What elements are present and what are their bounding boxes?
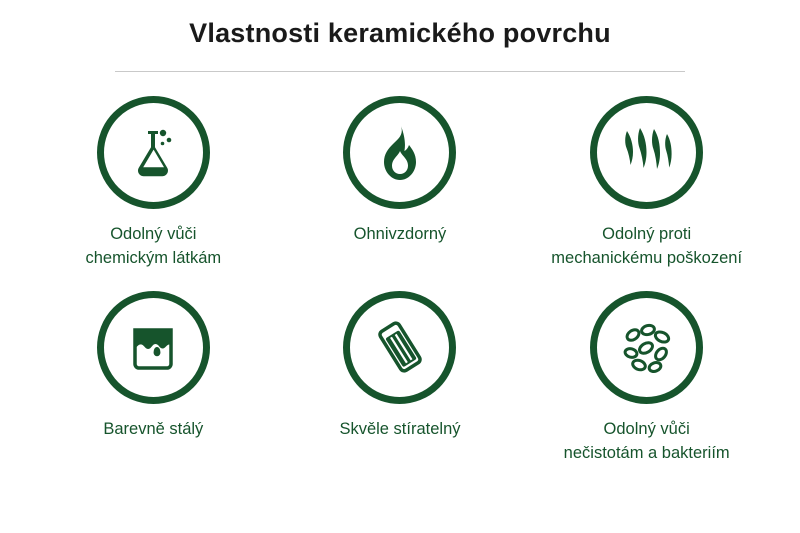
caption-line: mechanickému poškození	[551, 248, 743, 267]
caption-line: Odolný proti	[602, 225, 692, 243]
scratch-claw-icon	[617, 123, 677, 183]
feature-item	[277, 82, 524, 271]
caption-line: Odolný vůči	[110, 225, 197, 243]
caption-line: Odolný vůči	[603, 419, 690, 438]
feature-icon-badge	[343, 291, 456, 404]
feature-grid	[30, 82, 770, 466]
feature-caption	[103, 418, 203, 442]
feature-item	[30, 82, 277, 271]
feature-icon-badge	[97, 291, 210, 404]
feature-item	[277, 277, 524, 466]
eraser-icon	[369, 316, 431, 378]
caption-line: Skvěle stíratelný	[339, 419, 461, 438]
feature-item	[30, 277, 277, 466]
feature-caption	[339, 418, 460, 442]
paint-bucket-icon	[122, 316, 184, 378]
feature-icon-badge	[590, 96, 703, 209]
flame-icon	[368, 121, 432, 185]
feature-item	[523, 82, 770, 271]
caption-line: chemickým látkám	[85, 248, 222, 267]
feature-icon-badge	[343, 96, 456, 209]
feature-icon-badge	[97, 96, 210, 209]
feature-icon-badge	[590, 291, 703, 404]
feature-caption	[85, 223, 221, 271]
feature-caption	[551, 223, 742, 271]
title-divider	[115, 71, 685, 72]
flask-icon	[121, 121, 185, 185]
caption-line: nečistotám a bakteriím	[563, 443, 730, 462]
feature-caption	[354, 223, 447, 247]
bacteria-icon	[615, 315, 679, 379]
caption-line: Ohnivzdorný	[353, 225, 447, 243]
caption-line: Barevně stálý	[103, 419, 204, 438]
feature-caption	[564, 418, 730, 466]
page-title: Vlastnosti keramického povrchu	[189, 18, 611, 48]
feature-item	[523, 277, 770, 466]
